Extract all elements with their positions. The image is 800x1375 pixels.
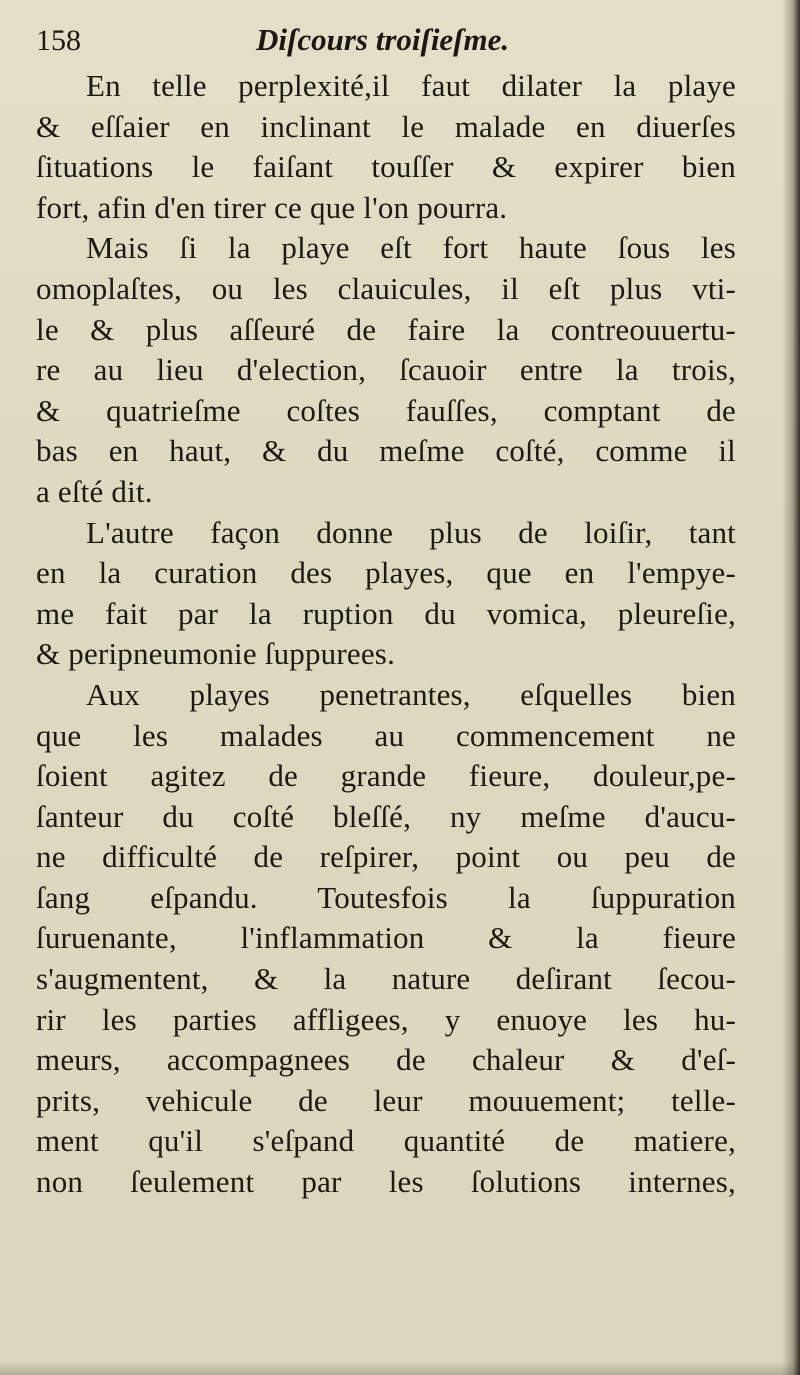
text-line: & peripneumonie ſuppurees. xyxy=(36,636,396,672)
text-line: non ſeulement par les ſolutions internes, xyxy=(36,1164,736,1200)
text-line: & eſſaier en inclinant le malade en diuerſes xyxy=(36,108,736,144)
text-line: prits, vehicule de leur mouuement; telle- xyxy=(36,1082,736,1118)
text-line: a eſté dit. xyxy=(36,473,153,509)
text-line: omoplaſtes, ou les clauicules, il eſt plus vti- xyxy=(36,270,736,306)
text-line: bas en haut, & du meſme coſté, comme il xyxy=(36,433,736,469)
text-line: le & plus aſſeuré de faire la contreouuertu- xyxy=(36,311,736,347)
text-line: & quatrieſme coſtes fauſſes, comptant de xyxy=(36,392,736,428)
body-text xyxy=(36,66,736,1203)
text-line: En telle perplexité,il faut dilater la playe xyxy=(86,68,736,103)
text-line: Mais ſi la playe eſt fort haute ſous les xyxy=(86,230,736,266)
text-line: ſanteur du coſté bleſſé, ny meſme d'aucu- xyxy=(36,798,736,834)
text-line: ne difficulté de reſpirer, point ou peu de xyxy=(36,839,736,875)
text-line: ſuruenante, l'inflammation & la fieure xyxy=(36,920,736,956)
text-line: Aux playes penetrantes, eſquelles bien xyxy=(86,676,736,712)
text-line: rir les parties affligees, y enuoye les hu- xyxy=(36,1001,736,1037)
page-bottom-shadow xyxy=(0,1361,800,1375)
text-line: ment qu'il s'eſpand quantité de matiere, xyxy=(36,1123,736,1159)
text-line: meurs, accompagnees de chaleur & d'eſ- xyxy=(36,1042,736,1078)
page-number: 158 xyxy=(36,24,81,57)
text-line: en la curation des playes, que en l'empye- xyxy=(36,555,736,591)
page-edge-shadow xyxy=(782,0,800,1375)
text-line: ſituations le faiſant touſſer & expirer bien xyxy=(36,149,736,185)
running-title: Diſcours troiſieſme. xyxy=(256,22,510,57)
text-line: que les malades au commencement ne xyxy=(36,717,736,753)
text-line: ſang eſpandu. Toutesfois la ſuppuration xyxy=(36,879,736,915)
text-line: re au lieu d'election, ſcauoir entre la trois, xyxy=(36,352,736,388)
text-line: fort, afin d'en tirer ce que l'on pourra. xyxy=(36,189,508,225)
page-header xyxy=(36,20,766,60)
text-line: ſoient agitez de grande fieure, douleur,pe- xyxy=(36,758,736,794)
text-line: s'augmentent, & la nature deſirant ſecou- xyxy=(36,961,736,997)
text-line: L'autre façon donne plus de loiſir, tant xyxy=(86,514,736,550)
text-line: me fait par la ruption du vomica, pleureſie, xyxy=(36,595,736,631)
